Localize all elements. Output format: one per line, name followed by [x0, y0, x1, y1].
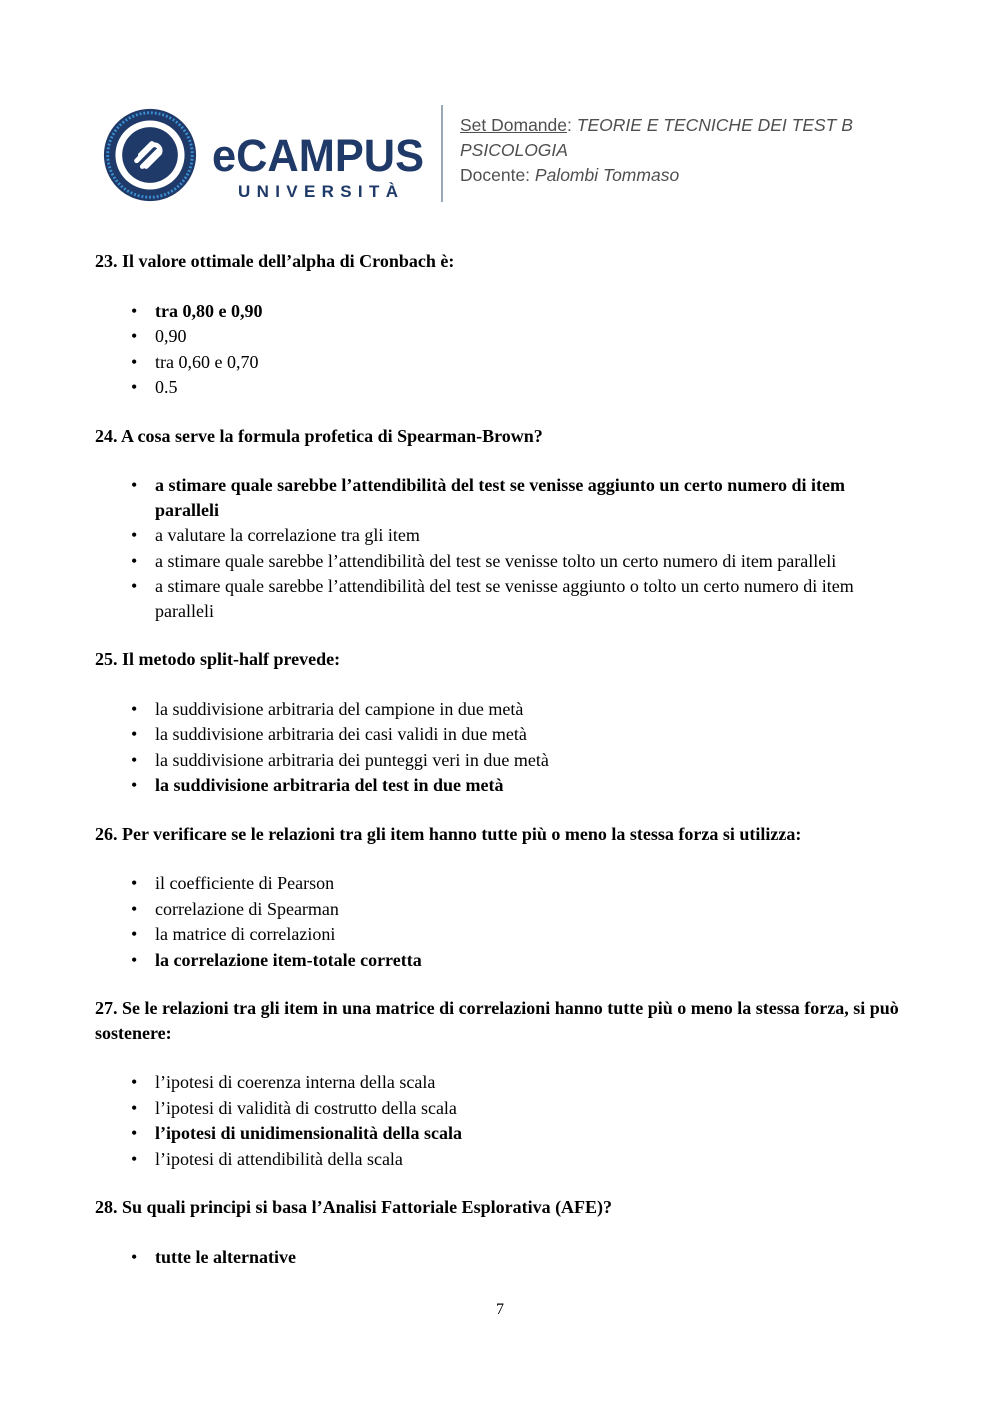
answer-text: tutte le alternative — [155, 1246, 296, 1267]
bullet-icon: • — [131, 377, 138, 397]
ecampus-seal-logo — [102, 107, 198, 203]
docente-label: Docente: — [460, 165, 535, 185]
answer-text: la correlazione item-totale corretta — [155, 949, 422, 970]
answer-item — [131, 350, 905, 375]
bullet-icon: • — [131, 300, 138, 321]
answer-item — [131, 722, 905, 747]
set-value-line-2: PSICOLOGIA — [460, 140, 568, 160]
bullet-icon: • — [131, 924, 138, 944]
answer-item — [131, 748, 905, 773]
course-info — [460, 113, 853, 188]
answer-text: a stimare quale sarebbe l’attendibilità del test se venisse tolto un certo numero di item paralleli — [155, 550, 837, 571]
bullet-icon: • — [131, 351, 138, 372]
answer-text: la matrice di correlazioni — [155, 924, 336, 944]
answer-item — [131, 1121, 905, 1146]
bullet-icon: • — [131, 949, 138, 970]
answer-text: a valutare la correlazione tra gli item — [155, 525, 420, 545]
answer-text: l’ipotesi di unidimensionalità della scala — [155, 1123, 463, 1143]
bullet-icon: • — [131, 698, 138, 719]
answer-item — [131, 922, 905, 947]
answer-text: correlazione di Spearman — [155, 898, 339, 919]
answer-text: a stimare quale sarebbe l’attendibilità del test se venisse aggiunto un certo numero di item paralleli — [155, 475, 845, 520]
answer-item — [131, 574, 905, 623]
answer-item — [131, 948, 905, 973]
answers-26 — [95, 871, 905, 972]
answer-text: l’ipotesi di attendibilità della scala — [155, 1148, 403, 1169]
bullet-icon: • — [131, 1123, 138, 1143]
bullet-icon: • — [131, 775, 138, 795]
bullet-icon: • — [131, 749, 138, 770]
answer-item — [131, 375, 905, 400]
answer-text: la suddivisione arbitraria dei casi validi in due metà — [155, 724, 527, 744]
answer-text: 0.5 — [155, 377, 178, 397]
question-28: 28. Su quali principi si basa l’Analisi Fattoriale Esplorativa (AFE)? — [95, 1197, 613, 1217]
bullet-icon: • — [131, 1148, 138, 1169]
wordmark-sub: UNIVERSITÀ — [238, 182, 398, 199]
answer-text: tra 0,80 e 0,90 — [155, 300, 263, 321]
answer-item — [131, 1147, 905, 1172]
answers-25 — [95, 697, 905, 798]
docente-line — [460, 163, 853, 188]
wordmark-main: eCAMPUS — [212, 130, 424, 181]
bullet-icon: • — [131, 525, 138, 545]
set-value-line-1: TEORIE E TECNICHE DEI TEST B — [576, 115, 853, 135]
answer-text: la suddivisione arbitraria del test in due metà — [155, 775, 504, 795]
answer-item — [131, 324, 905, 349]
answer-item — [131, 1070, 905, 1095]
header-divider — [441, 105, 443, 202]
answer-item — [131, 871, 905, 896]
set-label: Set Domande — [460, 115, 568, 135]
answer-text: tra 0,60 e 0,70 — [155, 351, 259, 372]
bullet-icon: • — [131, 475, 138, 495]
answer-item — [131, 1096, 905, 1121]
question-list — [95, 249, 905, 1293]
answers-24 — [95, 473, 905, 623]
answer-text: 0,90 — [155, 326, 187, 346]
answers-27 — [95, 1070, 905, 1171]
question-26: 26. Per verificare se le relazioni tra gli item hanno tutte più o meno la stessa forza si utilizza: — [95, 823, 802, 844]
answer-text: a stimare quale sarebbe l’attendibilità del test se venisse aggiunto o tolto un certo numero di item paralleli — [155, 576, 854, 621]
answer-item — [131, 697, 905, 722]
bullet-icon: • — [131, 1246, 138, 1267]
question-27: 27. Se le relazioni tra gli item in una matrice di correlazioni hanno tutte più o meno la stessa forza, si può sostenere: — [95, 998, 899, 1043]
question-23: 23. Il valore ottimale dell’alpha di Cronbach è: — [95, 251, 455, 271]
bullet-icon: • — [131, 724, 138, 744]
answer-item — [131, 1245, 905, 1270]
answer-item — [131, 523, 905, 548]
answers-28 — [95, 1245, 905, 1270]
bullet-icon: • — [131, 550, 138, 571]
page-header — [100, 103, 900, 203]
bullet-icon: • — [131, 898, 138, 919]
set-separator: : — [567, 115, 577, 135]
answer-item — [131, 773, 905, 798]
answer-text: la suddivisione arbitraria dei punteggi veri in due metà — [155, 749, 549, 770]
set-line-1 — [460, 113, 853, 138]
docente-name: Palombi Tommaso — [534, 165, 680, 185]
page-number: 7 — [496, 1301, 504, 1318]
answers-23 — [95, 299, 905, 400]
answer-text: il coefficiente di Pearson — [155, 873, 335, 893]
set-line-2 — [460, 138, 853, 163]
bullet-icon: • — [131, 576, 138, 596]
answer-text: la suddivisione arbitraria del campione in due metà — [155, 698, 524, 719]
answer-item — [131, 549, 905, 574]
answer-item — [131, 473, 905, 522]
ecampus-wordmark-logo — [212, 127, 427, 199]
question-25: 25. Il metodo split-half prevede: — [95, 649, 341, 669]
bullet-icon: • — [131, 1072, 138, 1092]
answer-item — [131, 299, 905, 324]
bullet-icon: • — [131, 873, 138, 893]
question-24: 24. A cosa serve la formula profetica di Spearman-Brown? — [95, 425, 543, 446]
bullet-icon: • — [131, 326, 138, 346]
answer-text: l’ipotesi di validità di costrutto della scala — [155, 1097, 457, 1118]
answer-text: l’ipotesi di coerenza interna della scala — [155, 1072, 436, 1092]
bullet-icon: • — [131, 1097, 138, 1118]
answer-item — [131, 897, 905, 922]
